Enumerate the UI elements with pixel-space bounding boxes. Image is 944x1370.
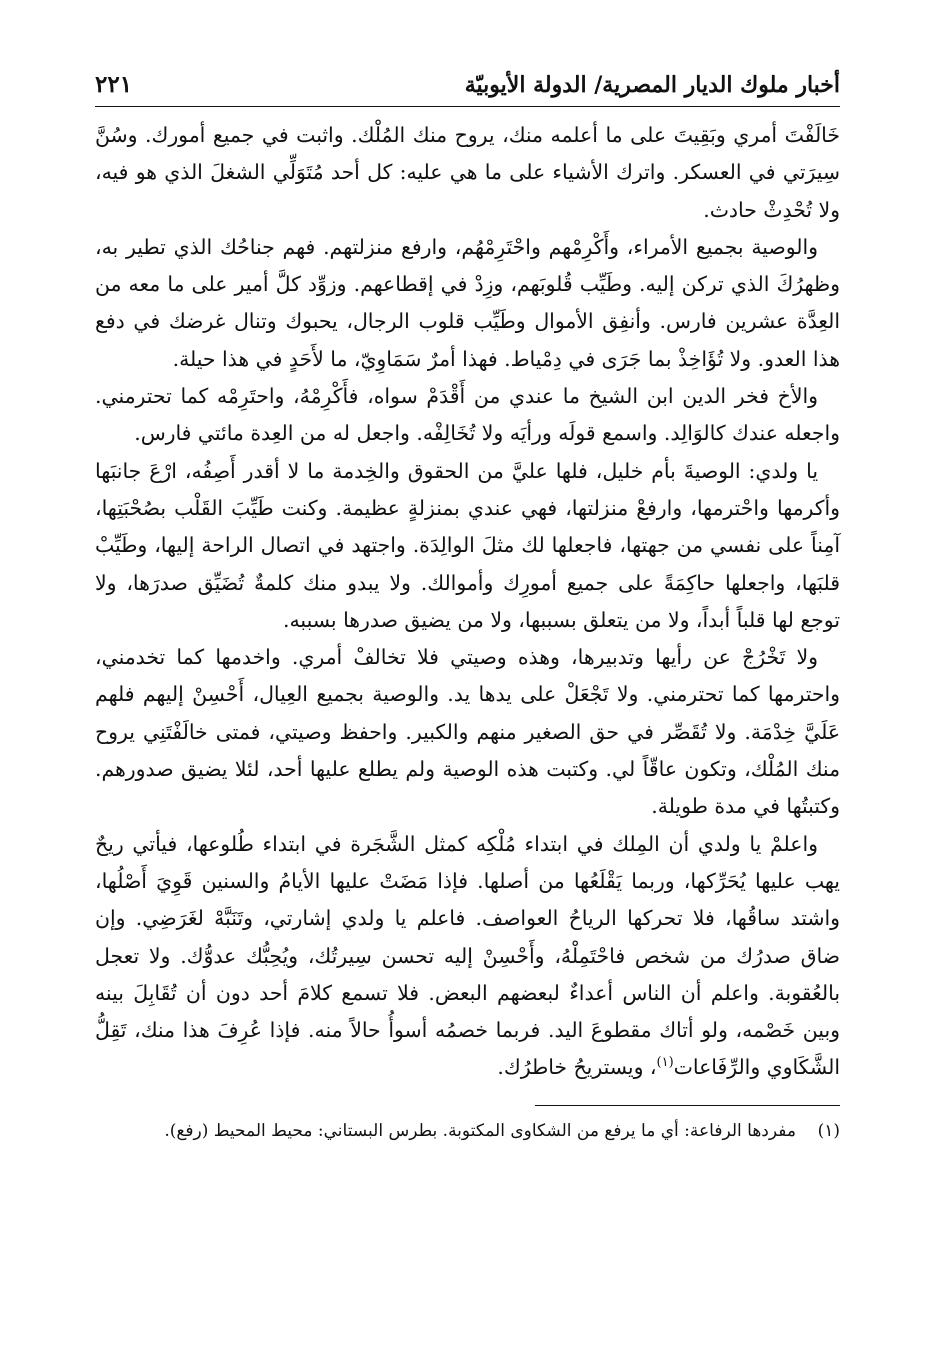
body-text xyxy=(95,117,840,1087)
footnote-text: مفردها الرفاعة: أي ما يرفع من الشكاوى المكتوبة. بطرس البستاني: محيط المحيط (رفع). xyxy=(164,1120,796,1141)
paragraph: والأخ فخر الدين ابن الشيخ ما عندي من أَقْدَمْ سواه، فأَكْرِمْهُ، واحتَرِمْه كما تحترمني. واجعله عندك كالوَالِد. واسمع قولَه ورأيَه ولا تُخَالِفْه. واجعل له من العِدة مائتي فارس. xyxy=(95,384,840,446)
footnote xyxy=(95,1116,840,1146)
paragraph: يا ولدي: الوصيةَ بأم خليل، فلها عليَّ من الحقوق والخِدمة ما لا أقدر أَصِفُه، ارْعَ جانبَها وأكرمها واحْترمها، وارفعْ منزلتها، فهي عندي بمنزلةٍ عظيمة. وكنت طَيِّبَ القَلْب بصُحْبَتِها، آمِناً على نفسي من جهتها، فاجعلها لك مثلَ الوالِدَة. واجتهد في اتصال الراحة إليها، وطَيِّبْ قلبَها، واجعلها حاكِمَةً على جميع أمورِك وأموالك. ولا يبدو منك كلمةٌ تُضَيِّق صدرَها، ولا توجع لها قلباً أبداً، ولا من يتعلق بسببها، ولا من يضيق صدرها بسببه. xyxy=(95,458,840,632)
running-title: أخبار ملوك الديار المصرية/ الدولة الأيوبيّة xyxy=(464,72,840,98)
footnotes xyxy=(95,1116,840,1146)
page-header xyxy=(95,68,840,107)
footnote-marker: (١) xyxy=(817,1120,840,1141)
paragraph-text-after: ، ويستريحُ خاطرُك. xyxy=(497,1055,657,1080)
paragraph-text: واعلمْ يا ولدي أن المِلك في ابتداء مُلْكِه كمثل الشَّجَرة في ابتداء طُلوعها، فيأتي ريحٌ يهب عليها يُحَرِّكها، وربما يَقْلَعُها من أصلها. فإذا مَضَتْ عليها الأيامُ والسنين قَوِيَ أَصْلُها، واشتد ساقُها، فلا تحركها الرياحُ العواصف. فاعلم يا ولدي إشارتي، وتَنَبَّهْ لغَرَضِي. وإن ضاق صدرُك من شخص فاحْتَمِلْهُ، وأَحْسِنْ إليه تحسن سِيرتُك، ويُحِبُّك عدوُّك. ولا تعجل بالعُقوبة. واعلم أن الناس أعداءٌ لبعضهم البعض. فلا تسمع كلامَ أحد دون أن تُقَابِلَ بينه وبين خَصْمه، ولو أتاك مقطوعَ اليد. فربما خصمُه أسوأُ حالاً منه. فإذا عُرِفَ هذا منك، تَقِلُّ الشَّكَاوي والرِّفَاعات xyxy=(95,831,840,1080)
paragraph: ولا تَخْرُجْ عن رأيها وتدبيرها، وهذه وصيتي فلا تخالفْ أمري. واخدمها كما تخدمني، واحترمها كما تحترمني. ولا تَجْعَلْ على يدها يد. والوصية بجميع العِيال، أَحْسِنْ إليهم فلهم عَلَيَّ خِدْمَة. ولا تُقَصِّر في حق الصغير منهم والكبير. واحفظ وصيتي، فمتى خالَفْتَنِي يروح منك المُلْك، وتكون عاقّاً لي. وكتبت هذه الوصية ولم يطلع عليها أحد، لئلا يضيق صدورهم. وكتبتُها في مدة طويلة. xyxy=(95,645,840,819)
page-number: ٢٢١ xyxy=(95,71,133,98)
book-page xyxy=(95,68,840,1146)
footnote-reference[interactable]: (١) xyxy=(656,1055,674,1071)
paragraph xyxy=(95,826,840,1087)
paragraph: والوصية بجميع الأمراء، وأَكْرِمْهم واحْتَرِمْهُم، وارفع منزلتهم. فهم جناحُك الذي تطير به، وظهرُكَ الذي تركن إليه. وطَيِّب قُلوبَهم، وزِدْ في إقطاعهم. وزوِّد كلَّ أمير على ما معه من العِدَّة عشرين فارس. وأنفِق الأموال وطَيِّب قلوب الرجال، يحبوك وتنال غرضك في دفع هذا العدو. ولا تُؤَاخِذْ بما جَرَى في دِمْياط. فهذا أمرٌ سَمَاوِيّ، ما لأَحَدٍ في هذا حيلة. xyxy=(95,234,840,371)
paragraph: خَالَفْتَ أمري وبَقِيتَ على ما أعلمه منك، يروح منك المُلْك. واثبت في جميع أمورك. وسُنَّ سِيرَتي في العسكر. واترك الأشياء على ما هي عليه: كل أحد مُتَوَلِّي الشغلَ الذي هو فيه، ولا تُحْدِثْ حادث. xyxy=(95,123,840,222)
footnote-divider xyxy=(535,1105,840,1106)
